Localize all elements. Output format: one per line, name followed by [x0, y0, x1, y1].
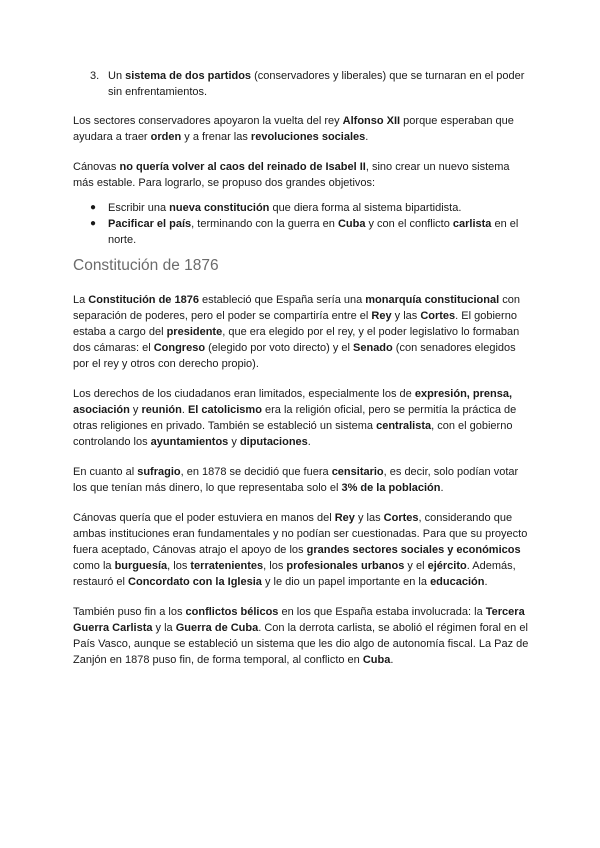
bold-text-run: Cuba	[337, 218, 366, 230]
objectives-bullet-list	[73, 200, 533, 248]
text-run: La	[73, 294, 89, 306]
bold-text-run: orden	[150, 131, 182, 143]
text-run: estableció que España sería una	[198, 294, 366, 306]
bullet-item	[90, 216, 533, 248]
bullet-text	[108, 216, 533, 248]
bold-text-run: El catolicismo	[187, 404, 262, 416]
bold-text-run: censitario	[331, 466, 384, 478]
bold-text-run: ejército	[427, 560, 467, 572]
text-run: .	[440, 482, 444, 494]
bold-text-run: Senado	[353, 342, 393, 354]
text-run: , los	[167, 560, 191, 572]
bold-text-run: Cortes	[383, 512, 419, 524]
text-run: , que era elegido por el rey, y el poder legislativo lo formaban dos cámaras: el	[73, 326, 520, 354]
text-run: y con el conflicto	[365, 218, 453, 230]
text-run: , terminando con la guerra en	[191, 218, 338, 230]
text-run: Los derechos de los ciudadanos eran limitados, especialmente los de	[73, 388, 415, 400]
text-run: , en 1878 se decidió que fuera	[180, 466, 332, 478]
bold-text-run: conflictos bélicos	[185, 606, 279, 618]
bold-text-run: Guerra de Cuba	[175, 622, 259, 634]
section-paragraphs	[73, 292, 533, 668]
bold-text-run: Cortes	[420, 310, 456, 322]
section-heading: Constitución de 1876	[73, 257, 219, 274]
text-run: , es decir, solo podían votar los que tenían más dinero, lo que representaba solo el	[73, 466, 519, 494]
text-run: . Con la derrota carlista, se abolió el régimen foral en el País Vasco, aunque se estableció un sistema que les dio algo de autonomía fiscal. La Paz de Zanjón en 1878 puso fin, de forma temporal, al conflicto en	[73, 622, 529, 666]
text-run: Cánovas	[73, 161, 120, 173]
bold-text-run: Tercera Guerra Carlista	[73, 606, 525, 634]
bold-text-run: Constitución de 1876	[88, 294, 199, 306]
bold-text-run: burguesía	[114, 560, 168, 572]
bold-text-run: sistema de dos partidos	[125, 70, 252, 82]
text-run: En cuanto al	[73, 466, 138, 478]
bold-text-run: centralista	[376, 420, 432, 432]
text-run: Escribir una	[108, 202, 170, 214]
text-run: .	[484, 576, 488, 588]
text-run: . El gobierno estaba a cargo del	[73, 310, 517, 338]
text-run: con separación de poderes, pero el poder se compartiría entre el	[73, 294, 520, 322]
text-run: (elegido por voto directo) y el	[205, 342, 354, 354]
numbered-list-item	[90, 68, 533, 100]
bold-text-run: profesionales urbanos	[286, 560, 405, 572]
paragraph	[73, 113, 533, 145]
bold-text-run: Congreso	[153, 342, 206, 354]
numbered-list	[73, 68, 533, 100]
bold-text-run: Cuba	[362, 654, 391, 666]
paragraph	[73, 510, 533, 590]
text-run: Cánovas quería que el poder estuviera en manos del	[73, 512, 335, 524]
text-run: y le dio un papel importante en la	[261, 576, 431, 588]
list-number: 3.	[90, 70, 100, 82]
bullet-text	[108, 200, 461, 216]
bold-text-run: sufragio	[137, 466, 181, 478]
text-run: era la religión oficial, pero se permitía la práctica de otras religiones en privado. También se estableció un sistema	[73, 404, 517, 432]
text-run: Los sectores conservadores apoyaron la vuelta del rey	[73, 115, 343, 127]
text-run: y la	[152, 622, 176, 634]
bullet-dot-icon: ●	[90, 218, 97, 229]
text-run: en el norte.	[108, 218, 519, 246]
text-run: , considerando que ambas instituciones eran fundamentales y no podían ser cuestionadas. Para que su proyecto fuera aceptado, Cánovas atrajo el apoyo de los	[73, 512, 528, 556]
paragraph	[73, 386, 533, 450]
bold-text-run: 3% de la población	[341, 482, 441, 494]
text-run: en los que España estaba involucrada: la	[278, 606, 486, 618]
text-run: . Además, restauró el	[73, 560, 516, 588]
bold-text-run: Concordato con la Iglesia	[128, 576, 262, 588]
intro-paragraphs	[73, 113, 533, 191]
text-run: y a frenar las	[181, 131, 251, 143]
bold-text-run: grandes sectores sociales y económicos	[306, 544, 521, 556]
bold-text-run: monarquía constitucional	[365, 294, 500, 306]
bold-text-run: ayuntamientos	[150, 436, 229, 448]
paragraph	[73, 159, 533, 191]
bold-text-run: Rey	[371, 310, 392, 322]
text-run: .	[365, 131, 369, 143]
paragraph	[73, 464, 533, 496]
text-run: como la	[73, 560, 115, 572]
list-item-text	[108, 68, 533, 100]
text-run: También puso fin a los	[73, 606, 186, 618]
text-run: porque esperaban que ayudara a traer	[73, 115, 514, 143]
paragraph	[73, 292, 533, 372]
text-run: Un	[108, 70, 126, 82]
text-run: .	[181, 404, 188, 416]
text-run: (conservadores y liberales) que se turnaran en el poder sin enfrentamientos.	[108, 70, 525, 98]
text-run: y las	[391, 310, 421, 322]
text-run: , sino crear un nuevo sistema más estable. Para lograrlo, se propuso dos grandes objetivos:	[73, 161, 510, 189]
text-run: y	[228, 436, 240, 448]
text-run: .	[307, 436, 311, 448]
paragraph	[73, 604, 533, 668]
bold-text-run: revoluciones sociales	[250, 131, 366, 143]
bold-text-run: Alfonso XII	[342, 115, 401, 127]
bold-text-run: Pacificar el país	[108, 218, 192, 230]
bold-text-run: nueva constitución	[169, 202, 270, 214]
text-run: y las	[354, 512, 384, 524]
text-run: y	[129, 404, 142, 416]
bold-text-run: educación	[430, 576, 485, 588]
text-run: y el	[404, 560, 428, 572]
text-run: , con el gobierno controlando los	[73, 420, 513, 448]
text-run: que diera forma al sistema bipartidista.	[269, 202, 462, 214]
bold-text-run: diputaciones	[239, 436, 308, 448]
bold-text-run: no quería volver al caos del reinado de Isabel II	[119, 161, 366, 173]
bold-text-run: Rey	[334, 512, 355, 524]
text-run: (con senadores elegidos por el rey y otros con derecho propio).	[73, 342, 516, 370]
bullet-item	[90, 200, 533, 216]
bold-text-run: reunión	[141, 404, 182, 416]
text-run: .	[390, 654, 394, 666]
bold-text-run: carlista	[452, 218, 492, 230]
bold-text-run: presidente	[166, 326, 223, 338]
bold-text-run: expresión, prensa, asociación	[73, 388, 513, 416]
bold-text-run: terratenientes	[190, 560, 264, 572]
bullet-dot-icon: ●	[90, 202, 97, 213]
text-run: , los	[263, 560, 287, 572]
document-body	[73, 68, 533, 682]
